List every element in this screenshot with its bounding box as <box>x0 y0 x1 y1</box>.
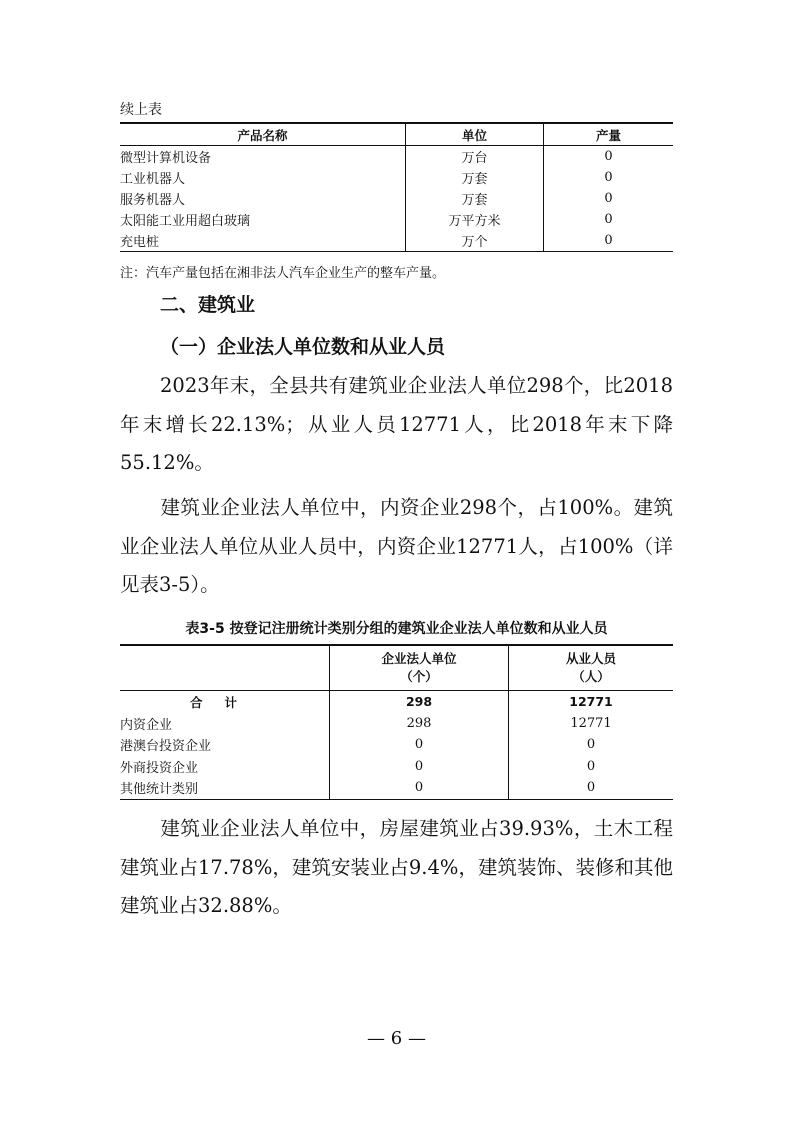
table-caption: 表3-5 按登记注册统计类别分组的建筑业企业法人单位数和从业人员 <box>185 621 608 637</box>
table-row <box>120 777 673 799</box>
product-output: 0 <box>604 233 613 248</box>
category-employees: 0 <box>586 737 596 753</box>
table-header-row <box>120 645 673 691</box>
category-name: 港澳台投资企业 <box>120 739 212 755</box>
table-row <box>120 713 673 735</box>
paragraph-1 <box>120 367 673 483</box>
continued-label: 续上表 <box>120 102 162 118</box>
category-units: 0 <box>330 777 509 799</box>
col-header-employees-line1: 从业人员 <box>565 651 616 666</box>
paragraph-1-text: 2023年末，全县共有建筑业企业法人单位298个，比2018年末增长22.13%；从业人员12771人，比2018年末下降55.12%。 <box>120 374 673 474</box>
page-number: — 6 — <box>367 1028 426 1049</box>
product-name: 太阳能工业用超白玻璃 <box>120 214 251 229</box>
table-row <box>120 756 673 778</box>
section-title: 二、建筑业 <box>160 294 256 316</box>
product-output: 0 <box>604 191 613 206</box>
product-name: 微型计算机设备 <box>120 151 212 166</box>
col-header-output: 产量 <box>544 123 674 146</box>
paragraph-3 <box>120 810 673 926</box>
category-name: 其他统计类别 <box>120 782 199 798</box>
product-unit: 万台 <box>406 146 544 168</box>
total-units: 298 <box>330 691 509 713</box>
col-header-employees <box>509 645 674 691</box>
category-units: 298 <box>330 713 509 735</box>
product-output: 0 <box>604 170 613 185</box>
subsection-title: （一）企业法人单位数和从业人员 <box>160 336 446 358</box>
col-header-employees-line2: （人） <box>572 669 610 684</box>
table-row <box>120 734 673 756</box>
paragraph-2 <box>120 489 673 605</box>
paragraph-2-text: 建筑业企业法人单位中，内资企业298个，占100%。建筑业企业法人单位从业人员中，内资企业12771人，占100%（详见表3-5）。 <box>120 496 673 596</box>
product-unit: 万平方米 <box>406 209 544 230</box>
category-name: 外商投资企业 <box>120 760 199 776</box>
category-units: 0 <box>330 734 509 756</box>
col-header-product: 产品名称 <box>120 123 406 146</box>
product-output-table <box>120 122 673 252</box>
product-name: 工业机器人 <box>120 172 186 187</box>
table-row <box>120 188 673 209</box>
product-name: 服务机器人 <box>120 193 186 208</box>
paragraph-3-text: 建筑业企业法人单位中，房屋建筑业占39.93%，土木工程建筑业占17.78%，建筑安装业占9.4%，建筑装饰、装修和其他建筑业占32.88%。 <box>120 817 673 917</box>
product-unit: 万套 <box>406 167 544 188</box>
total-employees: 12771 <box>569 694 613 710</box>
construction-enterprise-table <box>120 644 673 800</box>
category-employees: 0 <box>586 780 596 796</box>
table-row <box>120 230 673 252</box>
product-output: 0 <box>604 212 613 227</box>
table-row <box>120 146 673 168</box>
table-row <box>120 167 673 188</box>
col-header-units-line1: 企业法人单位 <box>381 651 457 666</box>
category-employees: 0 <box>586 758 596 774</box>
col-header-blank <box>120 645 330 691</box>
col-header-units <box>330 645 509 691</box>
col-header-units-line2: （个） <box>400 669 438 684</box>
total-label: 合计 <box>189 694 259 710</box>
total-row <box>120 691 673 713</box>
table-row <box>120 209 673 230</box>
product-output: 0 <box>604 149 613 164</box>
product-unit: 万个 <box>406 230 544 252</box>
category-employees: 12771 <box>570 715 612 731</box>
col-header-unit: 单位 <box>406 123 544 146</box>
table-note: 注：汽车产量包括在湘非法人汽车企业生产的整车产量。 <box>120 266 446 281</box>
table-header-row <box>120 123 673 146</box>
category-units: 0 <box>330 756 509 778</box>
product-unit: 万套 <box>406 188 544 209</box>
category-name: 内资企业 <box>120 717 173 733</box>
product-name: 充电桩 <box>120 235 160 250</box>
